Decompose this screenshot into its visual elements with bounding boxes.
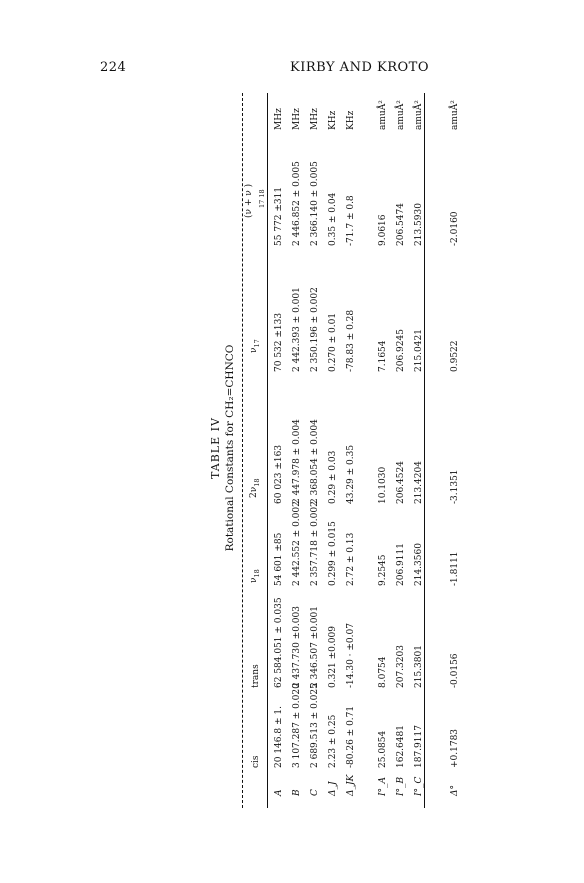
table-row — [292, 88, 304, 808]
cell-two-v18: 2 447.978 ± 0.004 — [292, 419, 302, 504]
cell-trans: 207.3203 — [396, 645, 406, 688]
cell-cis: 25.0854 — [378, 730, 388, 768]
cell-v18: 0.299 ± 0.015 — [328, 521, 338, 586]
cell-two-v18: 43.29 ± 0.35 — [346, 444, 356, 504]
cell-trans: 62 584.051 ± 0.035 — [274, 597, 284, 688]
cell-cis: +0.1783 — [450, 728, 460, 768]
cell-label: B — [292, 789, 302, 796]
cell-cis: 2 689.513 ± 0.025 — [310, 683, 320, 768]
cell-label: I°_C — [414, 776, 424, 796]
header-2v18-symbol: 2ν — [249, 486, 259, 498]
cell-combo: 2 446.852 ± 0.005 — [292, 161, 302, 246]
cell-v17: 7.1654 — [378, 340, 388, 372]
header-combination-symbol: (ν + ν ) — [244, 183, 254, 218]
table-caption: Rotational Constants for CH₂=CHNCO — [224, 344, 236, 552]
cell-unit: amuÅ² — [396, 100, 406, 130]
cell-trans: -0.0156 — [450, 653, 460, 688]
cell-v18: -1.8111 — [450, 551, 460, 586]
cell-combo: 55 772 ±311 — [274, 186, 284, 246]
header-combination — [244, 184, 266, 218]
cell-combo: -71.7 ± 0.8 — [346, 195, 356, 246]
cell-combo: 206.5474 — [396, 203, 406, 246]
table-header-rule — [267, 93, 268, 808]
cell-unit: KHz — [328, 110, 338, 130]
cell-v17: 70 532 ±133 — [274, 312, 284, 372]
cell-v17: 215.0421 — [414, 329, 424, 372]
cell-unit: KHz — [346, 110, 356, 130]
cell-cis: 3 107.287 ± 0.020 — [292, 683, 302, 768]
cell-two-v18: 2 368.054 ± 0.004 — [310, 419, 320, 504]
cell-combo: 0.35 ± 0.04 — [328, 192, 338, 246]
cell-label: A — [274, 789, 284, 796]
header-trans: trans — [251, 664, 261, 688]
header-v17-subscript: 17 — [253, 339, 261, 348]
table-row — [328, 88, 340, 808]
header-combination-subscript: 17 18 — [258, 189, 266, 208]
cell-two-v18: 0.29 ± 0.03 — [328, 450, 338, 504]
table-bottom-rule — [424, 93, 425, 808]
cell-cis: 162.6481 — [396, 725, 406, 768]
cell-label: Δ° — [450, 785, 460, 796]
cell-v17: -78.83 ± 0.28 — [346, 309, 356, 372]
cell-label: Δ_J — [328, 781, 338, 796]
cell-trans: 8.0754 — [378, 656, 388, 688]
cell-unit: amuÅ² — [414, 100, 424, 130]
header-2v18 — [249, 479, 261, 498]
cell-two-v18: -3.1351 — [450, 469, 460, 504]
table-row — [310, 88, 322, 808]
cell-v18: 2.72 ± 0.13 — [346, 532, 356, 586]
cell-v18: 206.9111 — [396, 543, 406, 586]
cell-unit: MHz — [292, 108, 302, 130]
cell-label: Δ_JK — [346, 774, 356, 796]
cell-v17: 2 442.393 ± 0.001 — [292, 287, 302, 372]
cell-unit: MHz — [274, 108, 284, 130]
cell-trans: 2 437.730 ±0.003 — [292, 606, 302, 688]
cell-label: I°_B — [396, 776, 406, 796]
header-v18 — [249, 569, 261, 583]
cell-v18: 54 601 ±85 — [274, 532, 284, 586]
cell-trans: 0.321 ±0.009 — [328, 626, 338, 688]
cell-v17: 0.270 ± 0.01 — [328, 312, 338, 372]
cell-combo: 9.0616 — [378, 214, 388, 246]
cell-trans: 215.3801 — [414, 645, 424, 688]
table-title: TABLE IV — [209, 417, 222, 479]
cell-v17: 2 350.196 ± 0.002 — [310, 287, 320, 372]
cell-unit: amuÅ² — [450, 100, 460, 130]
cell-v17: 206.9245 — [396, 329, 406, 372]
header-v18-subscript: 18 — [253, 569, 261, 578]
cell-combo: 213.5930 — [414, 203, 424, 246]
cell-label: I°_A — [378, 776, 388, 796]
cell-cis: 2.23 ± 0.25 — [328, 714, 338, 768]
cell-combo: -2.0160 — [450, 211, 460, 246]
cell-two-v18: 10.1030 — [378, 466, 388, 504]
table-row — [346, 88, 358, 808]
cell-two-v18: 213.4204 — [414, 461, 424, 504]
header-v17-symbol: ν — [249, 347, 259, 353]
table-top-rule — [242, 93, 243, 808]
cell-two-v18: 60 023 ±163 — [274, 444, 284, 504]
cell-trans: -14.30 · ±0.07 — [346, 623, 356, 688]
header-v17 — [249, 339, 261, 353]
table-row — [396, 88, 408, 808]
cell-cis: 187.9117 — [414, 725, 424, 768]
cell-label: C — [310, 789, 320, 796]
running-head: KIRBY AND KROTO — [290, 60, 429, 75]
table-row — [274, 88, 286, 808]
table-row — [378, 88, 390, 808]
rotated-table — [94, 88, 489, 808]
page-number: 224 — [100, 60, 127, 75]
cell-unit: amuÅ² — [378, 100, 388, 130]
cell-v18: 2 442.552 ± 0.002 — [292, 501, 302, 586]
cell-v17: 0.9522 — [450, 340, 460, 372]
header-cis: cis — [251, 755, 261, 768]
header-v18-symbol: ν — [249, 577, 259, 583]
cell-unit: MHz — [310, 108, 320, 130]
cell-v18: 2 357.718 ± 0.002 — [310, 501, 320, 586]
cell-v18: 9.2545 — [378, 554, 388, 586]
cell-combo: 2 366.140 ± 0.005 — [310, 161, 320, 246]
cell-cis: 20 146.8 ± 1. — [274, 706, 284, 768]
cell-two-v18: 206.4524 — [396, 461, 406, 504]
cell-trans: 2 346.507 ±0.001 — [310, 606, 320, 688]
cell-cis: -80.26 ± 0.71 — [346, 705, 356, 768]
header-2v18-subscript: 18 — [253, 478, 261, 487]
table-row — [450, 88, 462, 808]
cell-v18: 214.3560 — [414, 543, 424, 586]
